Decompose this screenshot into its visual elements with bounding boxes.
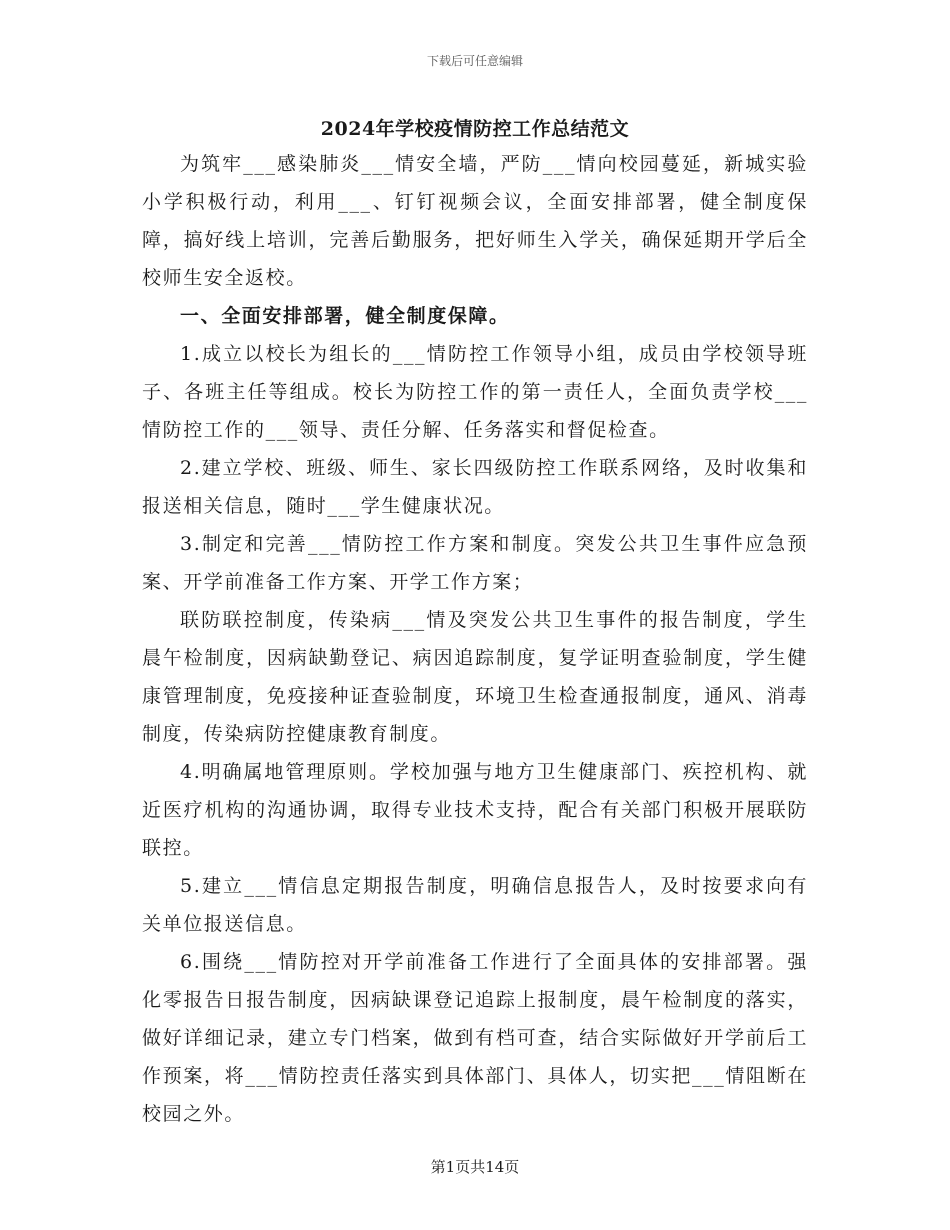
paragraph-item-3: 3.制定和完善___情防控工作方案和制度。突发公共卫生事件应急预案、开学前准备工作方案、开学工作方案； bbox=[142, 533, 808, 593]
page-header-note: 下载后可任意编辑 bbox=[426, 54, 523, 68]
paragraph-item-4: 4.明确属地管理原则。学校加强与地方卫生健康部门、疾控机构、就近医疗机构的沟通协调，取得专业技术支持，配合有关部门积极开展联防联控。 bbox=[142, 761, 808, 859]
paragraph-item-3-continued: 联防联控制度，传染病___情及突发公共卫生事件的报告制度，学生晨午检制度，因病缺勤登记、病因追踪制度，复学证明查验制度，学生健康管理制度，免疫接种证查验制度，环境卫生检查通报制度，通风、消毒制度，传染病防控健康教育制度。 bbox=[142, 609, 808, 745]
paragraph-item-1: 1.成立以校长为组长的___情防控工作领导小组，成员由学校领导班子、各班主任等组成。校长为防控工作的第一责任人，全面负责学校___情防控工作的___领导、责任分解、任务落实和督促检查。 bbox=[142, 343, 808, 441]
intro-paragraph: 为筑牢___感染肺炎___情安全墙，严防___情向校园蔓延，新城实验小学积极行动，利用___、钉钉视频会议，全面安排部署，健全制度保障，搞好线上培训，完善后勤服务，把好师生入学关，确保延期开学后全校师生安全返校。 bbox=[142, 153, 808, 289]
paragraph-item-6: 6.围绕___情防控对开学前准备工作进行了全面具体的安排部署。强化零报告日报告制度，因病缺课登记追踪上报制度，晨午检制度的落实，做好详细记录，建立专门档案，做到有档可查，结合实际做好开学前后工作预案，将___情防控责任落实到具体部门、具体人，切实把___情阻断在校园之外。 bbox=[142, 951, 808, 1125]
paragraph-item-5: 5.建立___情信息定期报告制度，明确信息报告人，及时按要求向有关单位报送信息。 bbox=[142, 875, 808, 935]
paragraph-item-2: 2.建立学校、班级、师生、家长四级防控工作联系网络，及时收集和报送相关信息，随时___学生健康状况。 bbox=[142, 457, 808, 517]
document-body bbox=[142, 145, 808, 1133]
section-heading: 一、全面安排部署，健全制度保障。 bbox=[180, 305, 510, 327]
document-title: 2024年学校疫情防控工作总结范文 bbox=[320, 118, 630, 140]
page-number: 第1页共14页 bbox=[430, 1158, 520, 1176]
